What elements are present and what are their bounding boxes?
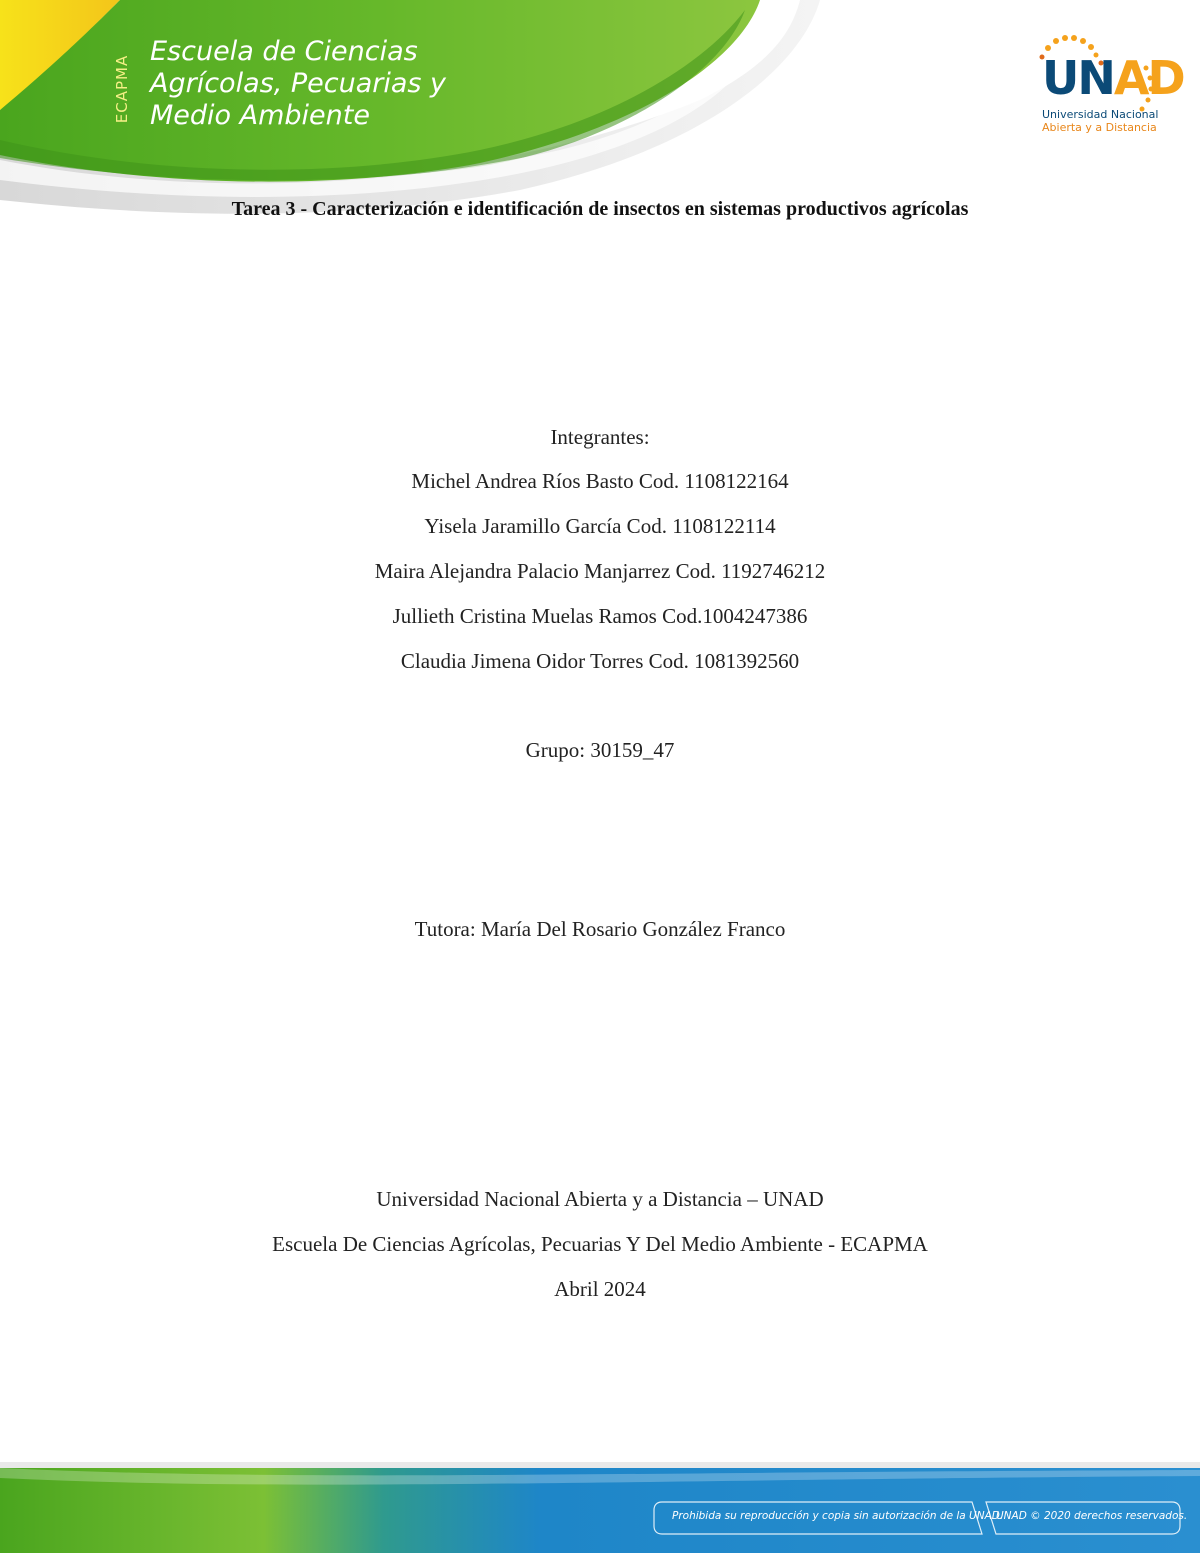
unad-subtitle-line-2: Abierta y a Distancia (1042, 121, 1157, 134)
unad-subtitle (1042, 108, 1158, 134)
member-3: Maira Alejandra Palacio Manjarrez Cod. 1192746212 (374, 559, 826, 583)
footer-copyright: UNAD © 2020 derechos reservados. (996, 1510, 1188, 1522)
ecapma-vertical-text: ECAPMA (113, 54, 131, 124)
member-1: Michel Andrea Ríos Basto Cod. 1108122164 (411, 469, 789, 493)
ecapma-vertical-label (108, 42, 136, 136)
member-2: Yisela Jaramillo García Cod. 1108122114 (424, 514, 776, 538)
unad-wordmark-u: U (1042, 51, 1078, 105)
school-title-line-2: Agrícolas, Pecuarias y (150, 68, 447, 99)
member-5: Claudia Jimena Oidor Torres Cod. 1081392560 (400, 649, 800, 673)
date-line: Abril 2024 (554, 1277, 646, 1301)
institution-line: Universidad Nacional Abierta y a Distancia – UNAD (376, 1187, 824, 1211)
unad-subtitle-line-1: Universidad Nacional (1042, 108, 1159, 121)
unad-logo (1030, 32, 1184, 142)
document-title: Tarea 3 - Caracterización e identificación de insectos en sistemas productivos agrícolas (231, 198, 969, 220)
unad-wordmark-n: N (1077, 51, 1114, 105)
unad-wordmark-ad: AD (1113, 51, 1184, 105)
group-line: Grupo: 30159_47 (525, 738, 675, 762)
school-title-line-1: Escuela de Ciencias (150, 36, 418, 67)
unad-wordmark (1042, 51, 1184, 105)
school-line: Escuela De Ciencias Agrícolas, Pecuarias Y Del Medio Ambiente - ECAPMA (272, 1232, 928, 1256)
tutor-line: Tutora: María Del Rosario González Franco (414, 917, 786, 941)
footer-reproduction-notice: Prohibida su reproducción y copia sin autorización de la UNAD. (672, 1510, 1004, 1522)
member-4: Jullieth Cristina Muelas Ramos Cod.1004247386 (392, 604, 808, 628)
members-label: Integrantes: (550, 425, 650, 449)
school-title (150, 36, 446, 132)
school-title-line-3: Medio Ambiente (150, 100, 370, 131)
